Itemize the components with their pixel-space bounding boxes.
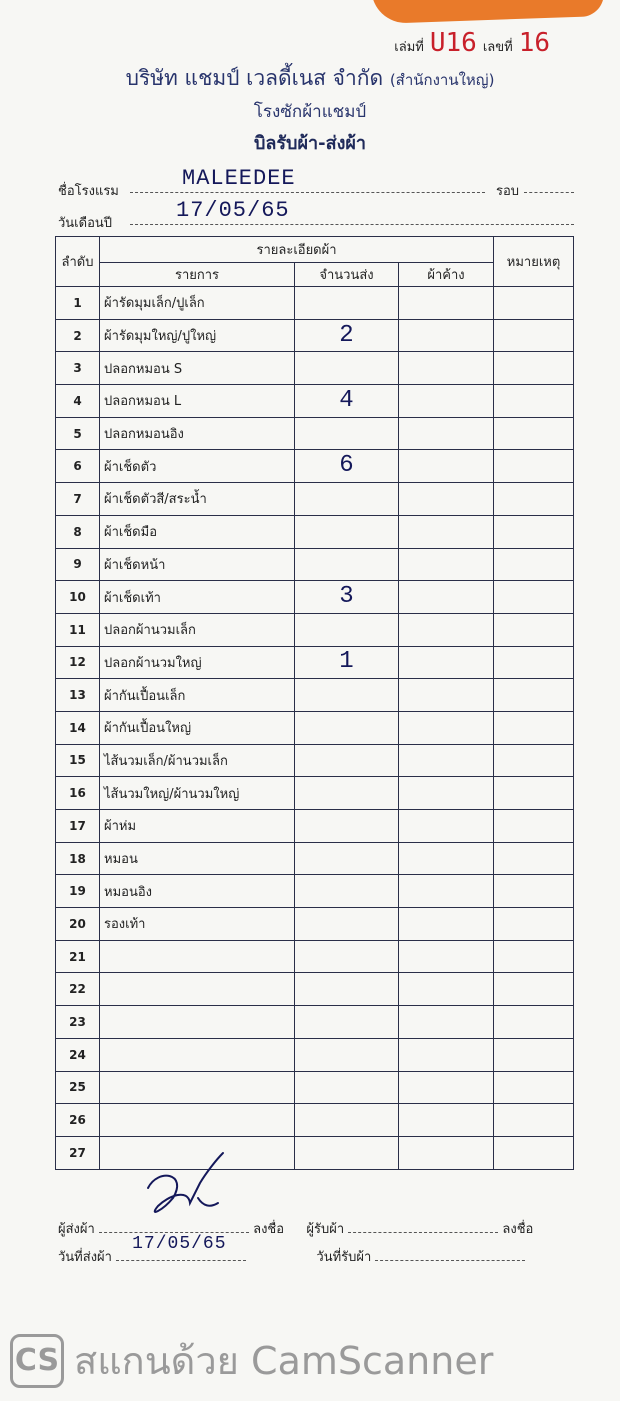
sender-label: ผู้ส่งผ้า — [58, 1222, 95, 1237]
row-number: 24 — [56, 1038, 100, 1071]
col-remark-header: หมายเหตุ — [494, 237, 574, 287]
row-item: ไส้นวมเล็ก/ผ้านวมเล็ก — [100, 744, 295, 777]
sent-date-value: 17/05/65 — [132, 1234, 227, 1254]
col-pending-header: ผ้าค้าง — [399, 263, 494, 287]
row-number: 4 — [56, 385, 100, 418]
row-sent-qty: 4 — [295, 385, 399, 418]
row-sent-qty: 6 — [295, 450, 399, 483]
row-remark — [494, 1006, 574, 1039]
row-item — [100, 973, 295, 1006]
table-row — [56, 1104, 574, 1137]
recv-date-label: วันที่รับผ้า — [316, 1250, 372, 1265]
row-sent-qty — [295, 1104, 399, 1137]
row-pending — [399, 483, 494, 516]
row-number: 22 — [56, 973, 100, 1006]
row-item: ผ้ากันเปื้อนใหญ่ — [100, 711, 295, 744]
row-sent-qty — [295, 548, 399, 581]
row-item: หมอนอิง — [100, 875, 295, 908]
row-item: ปลอกผ้านวมเล็ก — [100, 613, 295, 646]
row-number: 19 — [56, 875, 100, 908]
row-remark — [494, 646, 574, 679]
row-number: 14 — [56, 711, 100, 744]
row-remark — [494, 385, 574, 418]
sent-date-line — [116, 1234, 246, 1261]
row-number: 23 — [56, 1006, 100, 1039]
row-number: 20 — [56, 908, 100, 941]
row-sent-qty — [295, 744, 399, 777]
row-item: ปลอกหมอนอิง — [100, 417, 295, 450]
table-row — [56, 417, 574, 450]
row-number: 10 — [56, 581, 100, 614]
row-remark — [494, 973, 574, 1006]
table-row — [56, 483, 574, 516]
row-pending — [399, 777, 494, 810]
row-sent-qty — [295, 1071, 399, 1104]
row-remark — [494, 679, 574, 712]
row-pending — [399, 842, 494, 875]
table-row — [56, 940, 574, 973]
sender-signature — [128, 1148, 238, 1228]
row-remark — [494, 450, 574, 483]
table-row — [56, 679, 574, 712]
date-line — [130, 224, 574, 225]
table-row — [56, 352, 574, 385]
row-remark — [494, 1071, 574, 1104]
table-row — [56, 875, 574, 908]
camscanner-watermark — [10, 1330, 493, 1391]
row-pending — [399, 1038, 494, 1071]
sent-date-label: วันที่ส่งผ้า — [58, 1250, 112, 1265]
round-line — [524, 192, 574, 193]
row-sent-qty — [295, 875, 399, 908]
round-label: รอบ — [496, 184, 520, 199]
table-row — [56, 744, 574, 777]
row-number: 12 — [56, 646, 100, 679]
row-sent-qty — [295, 679, 399, 712]
number-label: เลขที่ — [482, 40, 513, 55]
table-row — [56, 287, 574, 320]
row-pending — [399, 1136, 494, 1169]
row-sent-qty — [295, 515, 399, 548]
row-item: รองเท้า — [100, 908, 295, 941]
row-pending — [399, 515, 494, 548]
row-number: 9 — [56, 548, 100, 581]
row-item: ผ้าเช็ดมือ — [100, 515, 295, 548]
row-item: หมอน — [100, 842, 295, 875]
camscanner-logo-icon: CS — [10, 1334, 64, 1388]
row-remark — [494, 352, 574, 385]
row-number: 8 — [56, 515, 100, 548]
row-pending — [399, 973, 494, 1006]
col-item-header: รายการ — [100, 263, 295, 287]
row-number: 5 — [56, 417, 100, 450]
row-number: 25 — [56, 1071, 100, 1104]
row-pending — [399, 810, 494, 843]
row-sent-qty — [295, 842, 399, 875]
company-branch: (สำนักงานใหญ่) — [389, 71, 495, 89]
table-row — [56, 1038, 574, 1071]
row-remark — [494, 908, 574, 941]
row-item: ผ้าห่ม — [100, 810, 295, 843]
receiver-label: ผู้รับผ้า — [306, 1222, 345, 1237]
row-pending — [399, 875, 494, 908]
row-item — [100, 1038, 295, 1071]
row-remark — [494, 548, 574, 581]
row-number: 13 — [56, 679, 100, 712]
row-pending — [399, 581, 494, 614]
row-item — [100, 940, 295, 973]
book-number: U16 — [429, 28, 477, 58]
table-row — [56, 711, 574, 744]
row-remark — [494, 581, 574, 614]
row-number: 3 — [56, 352, 100, 385]
table-row — [56, 777, 574, 810]
row-sent-qty — [295, 973, 399, 1006]
hotel-line — [130, 192, 485, 193]
col-no-header: ลำดับ — [56, 237, 100, 287]
row-sent-qty: 2 — [295, 319, 399, 352]
table-row — [56, 646, 574, 679]
row-pending — [399, 352, 494, 385]
receiver-line — [348, 1220, 498, 1233]
row-sent-qty — [295, 1006, 399, 1039]
row-number: 21 — [56, 940, 100, 973]
row-sent-qty — [295, 1136, 399, 1169]
row-remark — [494, 417, 574, 450]
row-remark — [494, 777, 574, 810]
row-pending — [399, 744, 494, 777]
row-pending — [399, 1071, 494, 1104]
row-pending — [399, 646, 494, 679]
row-pending — [399, 711, 494, 744]
table-row — [56, 450, 574, 483]
plant-name: โรงซักผ้าแชมป์ — [253, 102, 367, 122]
row-number: 7 — [56, 483, 100, 516]
hotel-row — [58, 166, 578, 200]
row-remark — [494, 1136, 574, 1169]
col-sent-header: จำนวนส่ง — [295, 263, 399, 287]
row-number: 15 — [56, 744, 100, 777]
row-number: 6 — [56, 450, 100, 483]
row-remark — [494, 319, 574, 352]
row-sent-qty — [295, 940, 399, 973]
row-remark — [494, 711, 574, 744]
row-pending — [399, 450, 494, 483]
table-row — [56, 548, 574, 581]
row-remark — [494, 940, 574, 973]
row-sent-qty — [295, 287, 399, 320]
table-row — [56, 613, 574, 646]
row-item: ไส้นวมใหญ่/ผ้านวมใหญ่ — [100, 777, 295, 810]
watermark-text: สแกนด้วย CamScanner — [74, 1339, 494, 1383]
table-row — [56, 385, 574, 418]
table-row — [56, 581, 574, 614]
row-number: 18 — [56, 842, 100, 875]
row-pending — [399, 548, 494, 581]
book-number-line — [394, 28, 550, 58]
row-number: 2 — [56, 319, 100, 352]
table-row — [56, 1071, 574, 1104]
row-sent-qty — [295, 483, 399, 516]
row-pending — [399, 1104, 494, 1137]
row-pending — [399, 287, 494, 320]
row-remark — [494, 483, 574, 516]
row-sent-qty — [295, 777, 399, 810]
row-item: ผ้ารัดมุมใหญ่/ปูใหญ่ — [100, 319, 295, 352]
company-name: บริษัท แชมป์ เวลดี้เนส จำกัด — [125, 66, 384, 90]
row-remark — [494, 613, 574, 646]
hotel-label: ชื่อโรงแรม — [58, 184, 119, 199]
date-row — [58, 198, 578, 232]
row-item: ปลอกผ้านวมใหญ่ — [100, 646, 295, 679]
bill-number: 16 — [518, 28, 550, 58]
row-remark — [494, 744, 574, 777]
date-value: 17/05/65 — [176, 198, 290, 223]
row-item — [100, 1104, 295, 1137]
orange-paper-edge — [371, 0, 604, 24]
col-details-header: รายละเอียดผ้า — [100, 237, 494, 263]
row-sent-qty — [295, 417, 399, 450]
row-sent-qty: 3 — [295, 581, 399, 614]
row-sent-qty — [295, 613, 399, 646]
recv-date-line — [375, 1248, 525, 1261]
row-number: 26 — [56, 1104, 100, 1137]
row-number: 11 — [56, 613, 100, 646]
row-remark — [494, 1038, 574, 1071]
company-heading — [0, 62, 620, 95]
footer-date-row — [58, 1234, 578, 1272]
row-pending — [399, 1006, 494, 1039]
row-sent-qty — [295, 908, 399, 941]
row-number: 16 — [56, 777, 100, 810]
row-item: ผ้าเช็ดตัวสี/สระน้ำ — [100, 483, 295, 516]
row-remark — [494, 842, 574, 875]
row-pending — [399, 908, 494, 941]
table-row — [56, 810, 574, 843]
row-pending — [399, 679, 494, 712]
row-remark — [494, 810, 574, 843]
row-item: ปลอกหมอน S — [100, 352, 295, 385]
row-item: ผ้าเช็ดเท้า — [100, 581, 295, 614]
bill-title: บิลรับผ้า-ส่งผ้า — [253, 133, 367, 154]
row-pending — [399, 940, 494, 973]
row-item: ผ้ารัดมุมเล็ก/ปูเล็ก — [100, 287, 295, 320]
row-item — [100, 1071, 295, 1104]
row-sent-qty — [295, 810, 399, 843]
table-row — [56, 842, 574, 875]
row-remark — [494, 287, 574, 320]
row-sent-qty — [295, 352, 399, 385]
book-label: เล่มที่ — [394, 40, 424, 55]
row-sent-qty — [295, 1038, 399, 1071]
row-number: 17 — [56, 810, 100, 843]
table-row — [56, 515, 574, 548]
linen-table — [55, 236, 574, 1170]
row-sent-qty — [295, 711, 399, 744]
row-remark — [494, 515, 574, 548]
row-pending — [399, 417, 494, 450]
row-remark — [494, 875, 574, 908]
row-pending — [399, 385, 494, 418]
hotel-value: MALEEDEE — [182, 166, 296, 191]
table-row — [56, 1006, 574, 1039]
sender-sign-label: ลงชื่อ — [253, 1222, 285, 1237]
row-remark — [494, 1104, 574, 1137]
row-item — [100, 1006, 295, 1039]
row-sent-qty: 1 — [295, 646, 399, 679]
date-label: วันเดือนปี — [58, 216, 113, 231]
row-item: ปลอกหมอน L — [100, 385, 295, 418]
row-item: ผ้าเช็ดหน้า — [100, 548, 295, 581]
row-pending — [399, 319, 494, 352]
table-row — [56, 973, 574, 1006]
row-number: 1 — [56, 287, 100, 320]
row-number: 27 — [56, 1136, 100, 1169]
row-pending — [399, 613, 494, 646]
row-item: ผ้าเช็ดตัว — [100, 450, 295, 483]
row-item: ผ้ากันเปื้อนเล็ก — [100, 679, 295, 712]
table-row — [56, 908, 574, 941]
table-row — [56, 319, 574, 352]
sender-line — [99, 1220, 249, 1233]
receiver-sign-label: ลงชื่อ — [502, 1222, 534, 1237]
